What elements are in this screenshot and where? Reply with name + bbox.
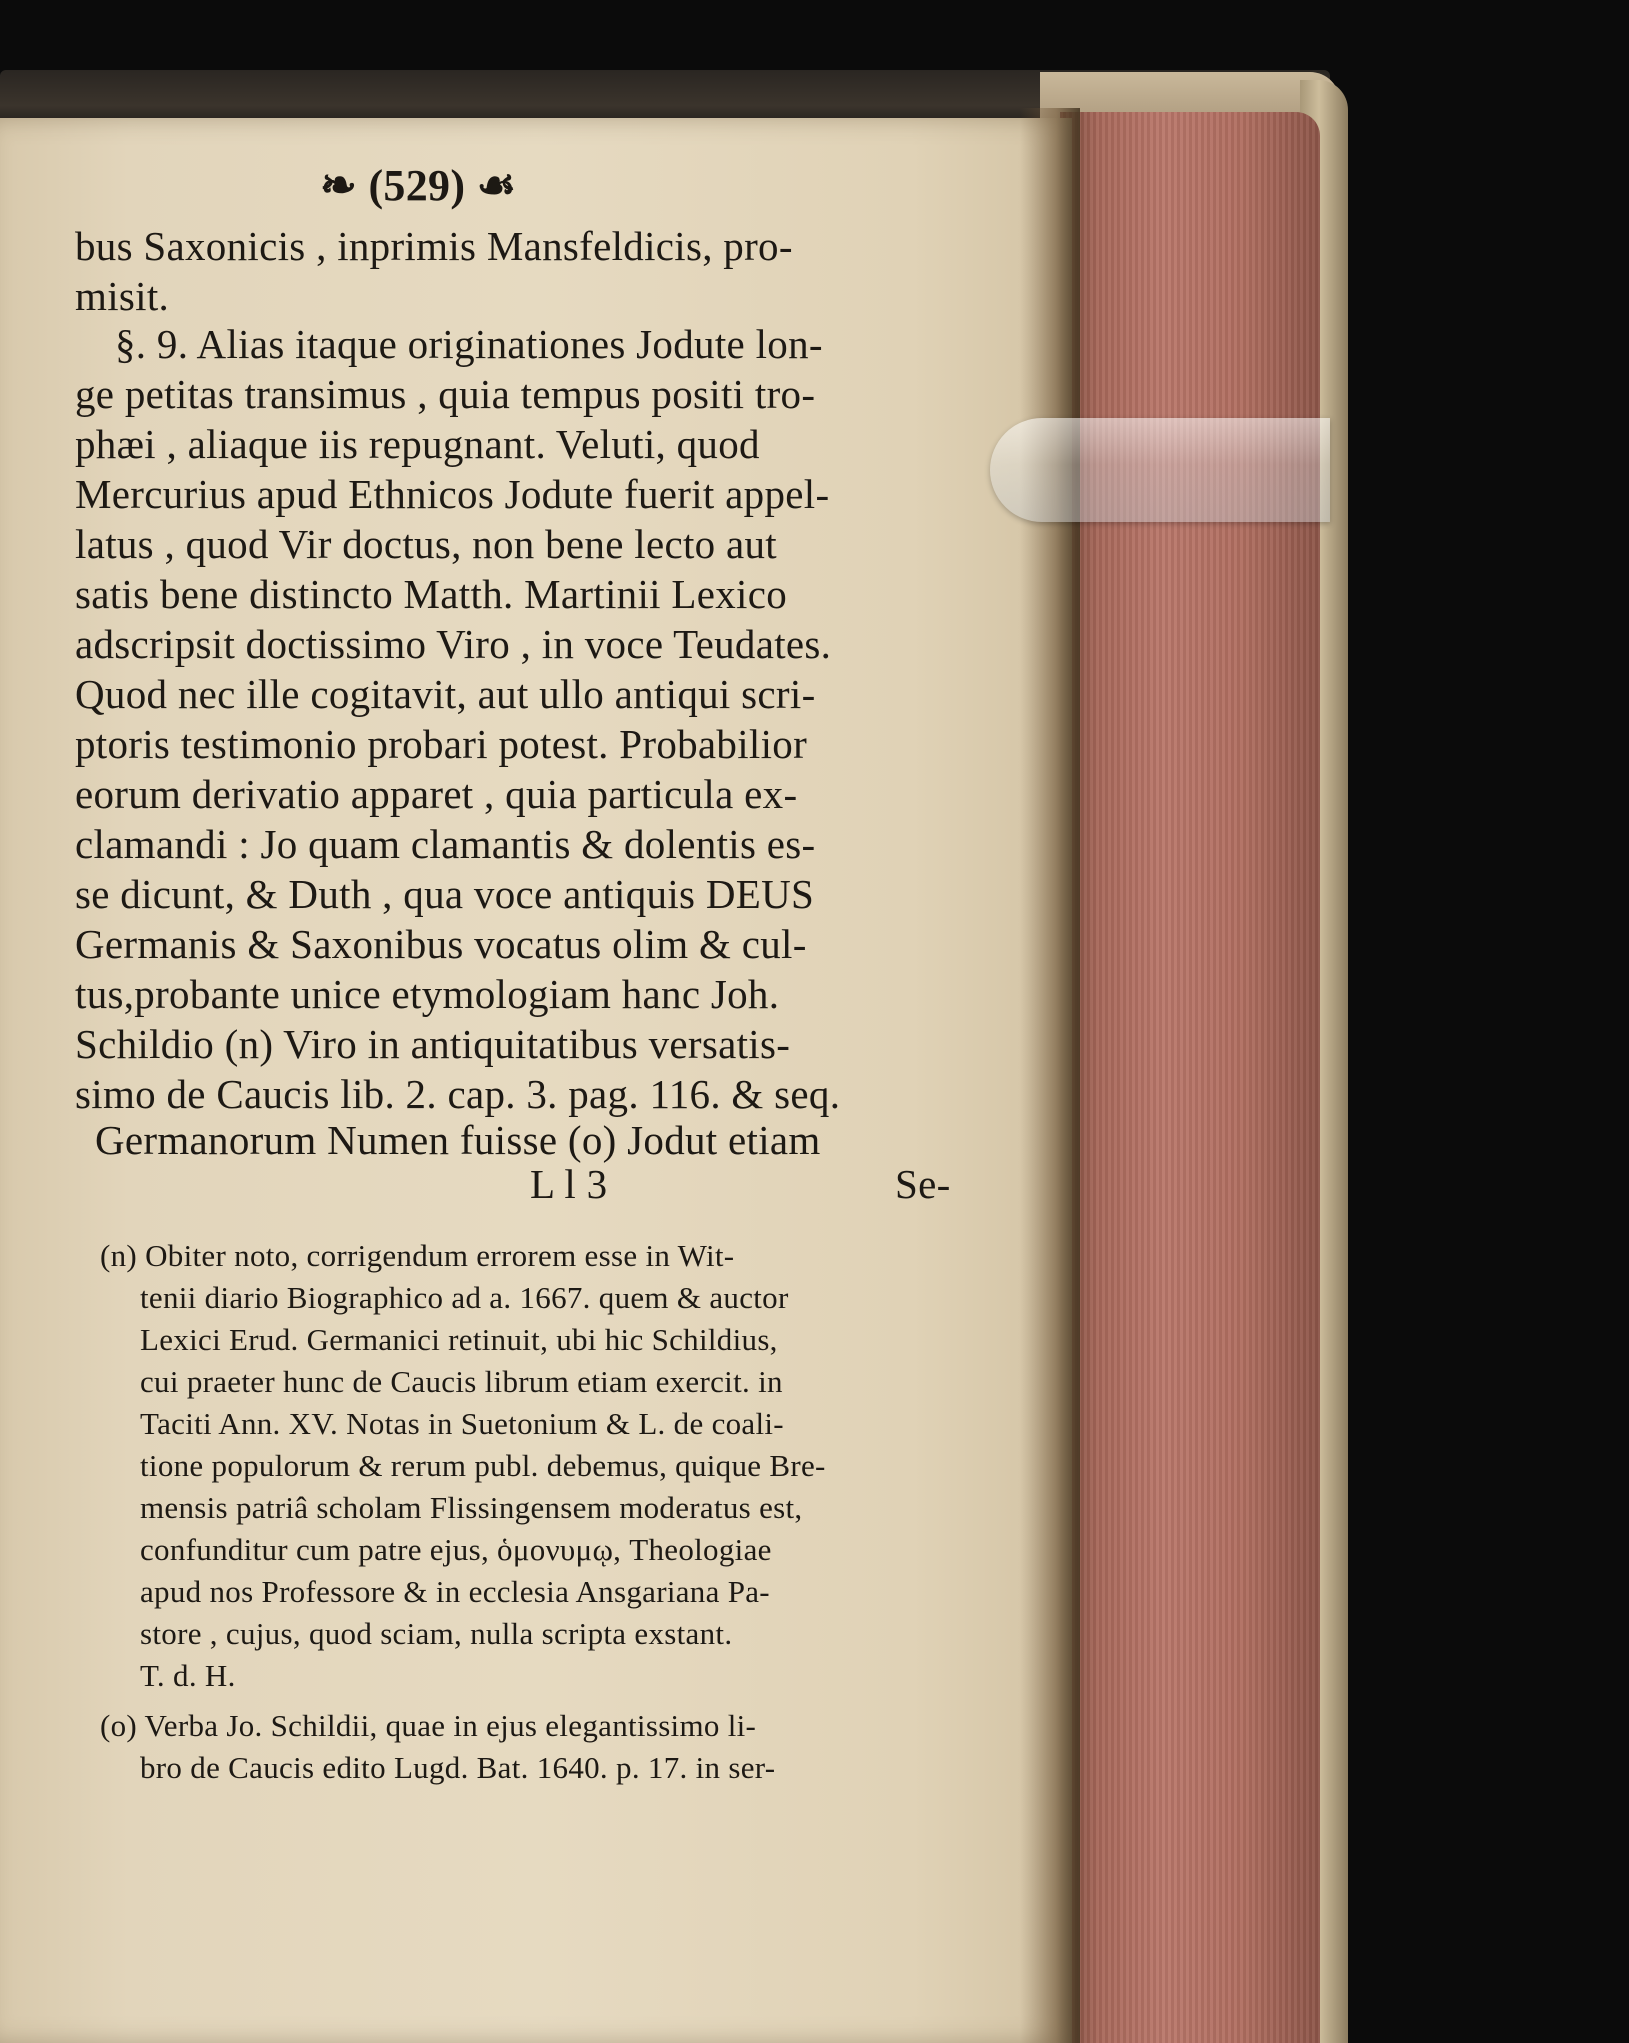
body-line: Mercurius apud Ethnicos Jodute fuerit appel-	[75, 471, 830, 517]
body-line: Germanorum Numen fuisse (o) Jodut etiam	[95, 1117, 821, 1163]
body-line: §. 9. Alias itaque originationes Jodute lon-	[115, 321, 823, 367]
page-fore-edge	[1060, 112, 1320, 2043]
body-line: latus , quod Vir doctus, non bene lecto aut	[75, 521, 777, 567]
footnote-line: bro de Caucis edito Lugd. Bat. 1640. p. 17. in ser-	[140, 1750, 776, 1785]
footnote-line: T. d. H.	[140, 1658, 236, 1693]
body-line: eorum derivatio apparet , quia particula ex-	[75, 771, 798, 817]
footnote-line: confunditur cum patre ejus, ὁμονυμῳ, Theologiae	[140, 1532, 772, 1567]
body-line: satis bene distincto Matth. Martinii Lexico	[75, 571, 788, 617]
body-line: ge petitas transimus , quia tempus positi tro-	[75, 371, 816, 417]
signature-mark: L l 3	[530, 1161, 608, 1207]
body-line: Germanis & Saxonibus vocatus olim & cul-	[75, 921, 807, 967]
catchword: Se-	[895, 1161, 951, 1207]
footnote-line: mensis patriâ scholam Flissingensem moderatus est,	[140, 1490, 803, 1525]
body-line: bus Saxonicis , inprimis Mansfeldicis, pro-	[75, 223, 793, 269]
body-line: simo de Caucis lib. 2. cap. 3. pag. 116. & seq.	[75, 1071, 841, 1117]
footnote-line: Taciti Ann. XV. Notas in Suetonium & L. de coali-	[140, 1406, 784, 1441]
footnote-line: cui praeter hunc de Caucis librum etiam exercit. in	[140, 1364, 783, 1399]
footnote-line: (n) Obiter noto, corrigendum errorem esse in Wit-	[100, 1238, 735, 1273]
body-line: adscripsit doctissimo Viro , in voce Teudates.	[75, 621, 832, 667]
body-line: Schildio (n) Viro in antiquitatibus versatis-	[75, 1021, 791, 1067]
body-line: misit.	[75, 273, 170, 319]
footnote-line: tione populorum & rerum publ. debemus, quique Bre-	[140, 1448, 826, 1483]
body-line: ptoris testimonio probari potest. Probabilior	[75, 721, 808, 767]
footnote-line: apud nos Professore & in ecclesia Ansgariana Pa-	[140, 1574, 770, 1609]
body-line: phæi , aliaque iis repugnant. Veluti, quod	[75, 421, 760, 467]
footnote-line: store , cujus, quod sciam, nulla scripta exstant.	[140, 1616, 733, 1651]
footnote-line: (o) Verba Jo. Schildii, quae in ejus elegantissimo li-	[100, 1708, 757, 1743]
body-line: se dicunt, & Duth , qua voce antiquis DEUS	[75, 871, 815, 917]
footnote-line: tenii diario Biographico ad a. 1667. quem & auctor	[140, 1280, 789, 1315]
body-line: clamandi : Jo quam clamantis & dolentis es-	[75, 821, 816, 867]
bookmark-strip	[990, 418, 1330, 522]
body-line: Quod nec ille cogitavit, aut ullo antiqui scri-	[75, 671, 816, 717]
page-header: ❧ (529) ☙	[320, 161, 517, 210]
page-gutter-shadow	[1020, 108, 1080, 2043]
footnote-line: Lexici Erud. Germanici retinuit, ubi hic Schildius,	[140, 1322, 778, 1357]
body-line: tus,probante unice etymologiam hanc Joh.	[75, 971, 780, 1017]
